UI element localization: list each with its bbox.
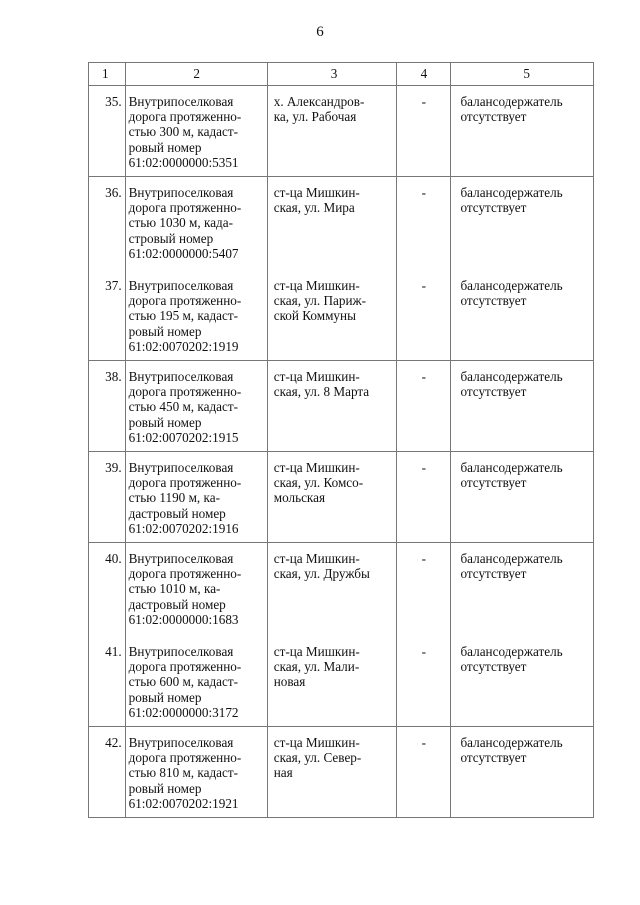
header-col-4: 4: [397, 63, 451, 86]
col4-value: -: [397, 177, 451, 271]
object-name: Внутрипоселковая дорога протяженно- стью 1030 м, када- стровый номер 61:02:0000000:5407: [128, 185, 242, 261]
col4-value: -: [397, 361, 451, 452]
col4-value: -: [397, 270, 451, 361]
table-row: [89, 543, 594, 637]
row-number: 41.: [89, 636, 126, 727]
object-address: х. Александров- ка, ул. Рабочая: [273, 94, 365, 125]
balance-holder: балансодержатель отсутствует: [460, 551, 563, 582]
object-name: Внутрипоселковая дорога протяженно- стью 1010 м, ка- дастровый номер 61:02:0000000:1683: [128, 551, 242, 627]
row-number: 38.: [89, 361, 126, 452]
road-registry-table: [88, 62, 594, 818]
row-number: 40.: [89, 543, 126, 637]
col4-value: -: [397, 727, 451, 818]
col4-value: -: [397, 452, 451, 543]
table-row: [89, 86, 594, 177]
row-number: 42.: [89, 727, 126, 818]
col4-value: -: [397, 86, 451, 177]
object-address: ст-ца Мишкин- ская, ул. Мира: [273, 185, 360, 216]
row-number: 36.: [89, 177, 126, 271]
object-name: Внутрипоселковая дорога протяженно- стью 810 м, кадаст- ровый номер 61:02:0070202:1921: [128, 735, 242, 811]
object-name: Внутрипоселковая дорога протяженно- стью 300 м, кадаст- ровый номер 61:02:0000000:5351: [128, 94, 242, 170]
object-address: ст-ца Мишкин- ская, ул. Мали- новая: [273, 644, 360, 690]
balance-holder: балансодержатель отсутствует: [460, 644, 563, 675]
object-address: ст-ца Мишкин- ская, ул. Комсо- мольская: [273, 460, 364, 506]
col4-value: -: [397, 636, 451, 727]
balance-holder: балансодержатель отсутствует: [460, 460, 563, 491]
header-col-1: 1: [89, 63, 126, 86]
balance-holder: балансодержатель отсутствует: [460, 185, 563, 216]
table-row: [89, 636, 594, 727]
row-number: 35.: [89, 86, 126, 177]
object-name: Внутрипоселковая дорога протяженно- стью 195 м, кадаст- ровый номер 61:02:0070202:1919: [128, 278, 242, 354]
row-number: 39.: [89, 452, 126, 543]
table-row: [89, 270, 594, 361]
row-number: 37.: [89, 270, 126, 361]
table-row: [89, 727, 594, 818]
object-name: Внутрипоселковая дорога протяженно- стью 1190 м, ка- дастровый номер 61:02:0070202:1916: [128, 460, 242, 536]
header-col-3: 3: [267, 63, 397, 86]
balance-holder: балансодержатель отсутствует: [460, 735, 563, 766]
header-col-5: 5: [451, 63, 594, 86]
table-row: [89, 452, 594, 543]
col4-value: -: [397, 543, 451, 637]
balance-holder: балансодержатель отсутствует: [460, 278, 563, 309]
header-col-2: 2: [125, 63, 267, 86]
table-header-row: [89, 63, 594, 86]
object-address: ст-ца Мишкин- ская, ул. 8 Марта: [273, 369, 370, 400]
object-address: ст-ца Мишкин- ская, ул. Дружбы: [273, 551, 370, 582]
object-address: ст-ца Мишкин- ская, ул. Париж- ской Коммуны: [273, 278, 367, 324]
table-row: [89, 177, 594, 271]
object-name: Внутрипоселковая дорога протяженно- стью 450 м, кадаст- ровый номер 61:02:0070202:1915: [128, 369, 242, 445]
page-number: 6: [316, 24, 324, 40]
object-address: ст-ца Мишкин- ская, ул. Север- ная: [273, 735, 362, 781]
table-row: [89, 361, 594, 452]
balance-holder: балансодержатель отсутствует: [460, 94, 563, 125]
object-name: Внутрипоселковая дорога протяженно- стью 600 м, кадаст- ровый номер 61:02:0000000:3172: [128, 644, 242, 720]
balance-holder: балансодержатель отсутствует: [460, 369, 563, 400]
